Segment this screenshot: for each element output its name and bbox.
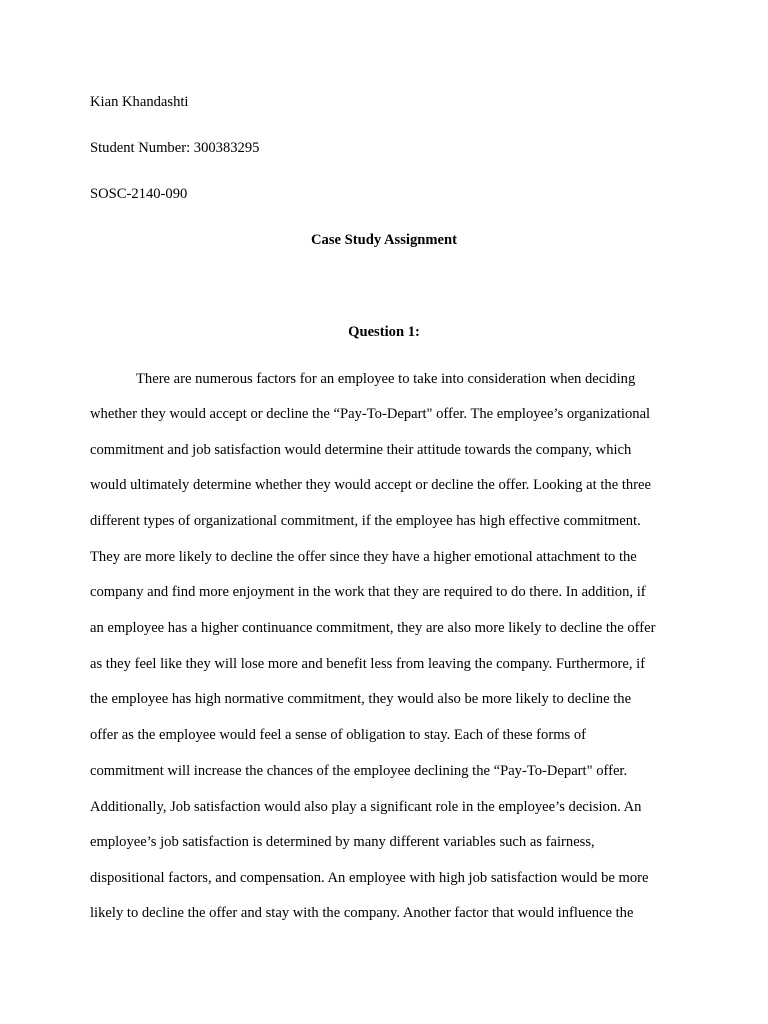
- paragraph-line: company and find more enjoyment in the work that they are required to do there. In addition, if: [90, 584, 646, 600]
- course-code: SOSC-2140-090: [90, 186, 188, 202]
- paragraph-line: different types of organizational commitment, if the employee has high effective commitment.: [90, 513, 641, 529]
- paragraph-line: the employee has high normative commitment, they would also be more likely to decline the: [90, 691, 632, 707]
- paragraph-line: They are more likely to decline the offer since they have a higher emotional attachment to the: [90, 549, 637, 565]
- paragraph-line: employee’s job satisfaction is determined by many different variables such as fairness,: [90, 834, 595, 850]
- paragraph-line: as they feel like they will lose more and benefit less from leaving the company. Furthermore, if: [90, 656, 646, 672]
- paragraph-line: commitment and job satisfaction would determine their attitude towards the company, which: [90, 442, 632, 458]
- paragraph-line: commitment will increase the chances of the employee declining the “Pay-To-Depart" offer.: [90, 763, 628, 779]
- paragraph-line: likely to decline the offer and stay with the company. Another factor that would influence the: [90, 905, 634, 921]
- paragraph-line: There are numerous factors for an employee to take into consideration when deciding: [136, 371, 636, 387]
- question-heading: Question 1:: [348, 324, 420, 340]
- author-name: Kian Khandashti: [90, 94, 189, 110]
- document-title: Case Study Assignment: [311, 232, 457, 248]
- paragraph-line: would ultimately determine whether they would accept or decline the offer. Looking at the three: [90, 477, 651, 493]
- student-number: Student Number: 300383295: [90, 140, 260, 156]
- paragraph-line: dispositional factors, and compensation. An employee with high job satisfaction would be more: [90, 870, 649, 886]
- paragraph-line: offer as the employee would feel a sense of obligation to stay. Each of these forms of: [90, 727, 587, 743]
- paragraph-line: an employee has a higher continuance commitment, they are also more likely to decline the offer: [90, 620, 656, 636]
- paragraph-line: whether they would accept or decline the “Pay-To-Depart" offer. The employee’s organizational: [90, 406, 651, 422]
- paragraph-line: Additionally, Job satisfaction would also play a significant role in the employee’s decision. An: [90, 799, 642, 815]
